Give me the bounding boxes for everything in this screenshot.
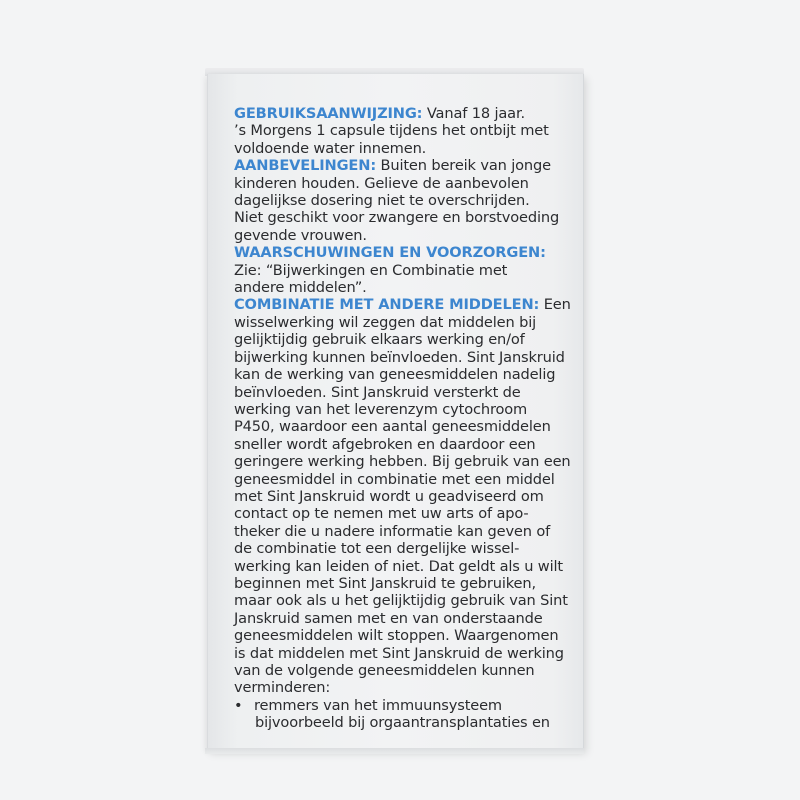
bullet-list-item bbox=[234, 697, 564, 714]
combination-line: sneller wordt afgebroken en daardoor een bbox=[234, 435, 536, 453]
combination-line: geneesmiddelen wilt stoppen. Waargenomen bbox=[234, 627, 559, 645]
combination-line: met Sint Janskruid wordt u geadviseerd om bbox=[234, 487, 544, 505]
combination-heading: COMBINATIE MET ANDERE MIDDELEN: bbox=[234, 296, 540, 314]
bullet-point: • bbox=[234, 696, 243, 714]
recommendations-line-1 bbox=[234, 157, 564, 174]
combination-line: de combinatie tot een dergelijke wissel- bbox=[234, 540, 520, 558]
recommendations-heading: AANBEVELINGEN: bbox=[234, 157, 376, 175]
recommendations-line: dagelijkse dosering niet te overschrijden. bbox=[234, 192, 530, 210]
warnings-line: andere middelen”. bbox=[234, 279, 367, 297]
combination-line: van de volgende geneesmiddelen kunnen bbox=[234, 662, 535, 679]
combination-line: bijwerking kunnen beïnvloeden. Sint Janskruid bbox=[234, 348, 565, 366]
usage-line: ’s Morgens 1 capsule tijdens het ontbijt met bbox=[234, 122, 549, 140]
bullet-continuation: bijvoorbeeld bij orgaantransplantaties en bbox=[255, 714, 550, 732]
combination-line: contact op te nemen met uw arts of apo- bbox=[234, 505, 529, 523]
combination-line: theker die u nadere informatie kan geven of bbox=[234, 522, 551, 540]
combination-line: beginnen met Sint Janskruid te gebruiken, bbox=[234, 574, 536, 592]
combination-line: gelijktijdig gebruik elkaars werking en/of bbox=[234, 331, 525, 349]
usage-line: voldoende water innemen. bbox=[234, 139, 427, 157]
combination-line: geneesmiddel in combinatie met een middel bbox=[234, 470, 555, 488]
recommendations-first-text: Buiten bereik van jonge bbox=[376, 157, 551, 175]
combination-line: is dat middelen met Sint Janskruid de werking bbox=[234, 644, 564, 662]
recommendations-line: gevende vrouwen. bbox=[234, 226, 367, 244]
combination-first-text: Een bbox=[539, 296, 571, 314]
combination-line-1 bbox=[234, 296, 571, 314]
combination-line: Janskruid samen met en van onderstaande bbox=[234, 609, 543, 627]
usage-line-1 bbox=[234, 105, 564, 122]
warnings-heading: WAARSCHUWINGEN EN VOORZORGEN: bbox=[234, 244, 546, 262]
combination-line: werking kan leiden of niet. Dat geldt als u wilt bbox=[234, 557, 563, 575]
combination-line: geringere werking hebben. Bij gebruik van een bbox=[234, 453, 571, 471]
bullet-text: remmers van het immuunsysteem bbox=[254, 696, 502, 714]
box-bottom-edge bbox=[205, 748, 584, 754]
usage-first-text: Vanaf 18 jaar. bbox=[422, 105, 525, 122]
recommendations-line: kinderen houden. Gelieve de aanbevolen bbox=[234, 174, 529, 192]
combination-line: kan de werking van geneesmiddelen nadelig bbox=[234, 366, 556, 384]
combination-line: wisselwerking wil zeggen dat middelen bij bbox=[234, 313, 537, 331]
combination-line: P450, waardoor een aantal geneesmiddelen bbox=[234, 418, 551, 436]
usage-heading: GEBRUIKSAANWIJZING: bbox=[234, 105, 423, 122]
recommendations-line: Niet geschikt voor zwangere en borstvoeding bbox=[234, 209, 560, 227]
combination-line: maar ook als u het gelijktijdig gebruik van Sint bbox=[234, 592, 568, 610]
combination-line: beïnvloeden. Sint Janskruid versterkt de bbox=[234, 383, 521, 401]
combination-line: verminderen: bbox=[234, 679, 331, 697]
warnings-line: Zie: “Bijwerkingen en Combinatie met bbox=[234, 261, 508, 279]
package-leaflet-text bbox=[234, 105, 571, 732]
combination-line: werking van het leverenzym cytochroom bbox=[234, 400, 528, 418]
